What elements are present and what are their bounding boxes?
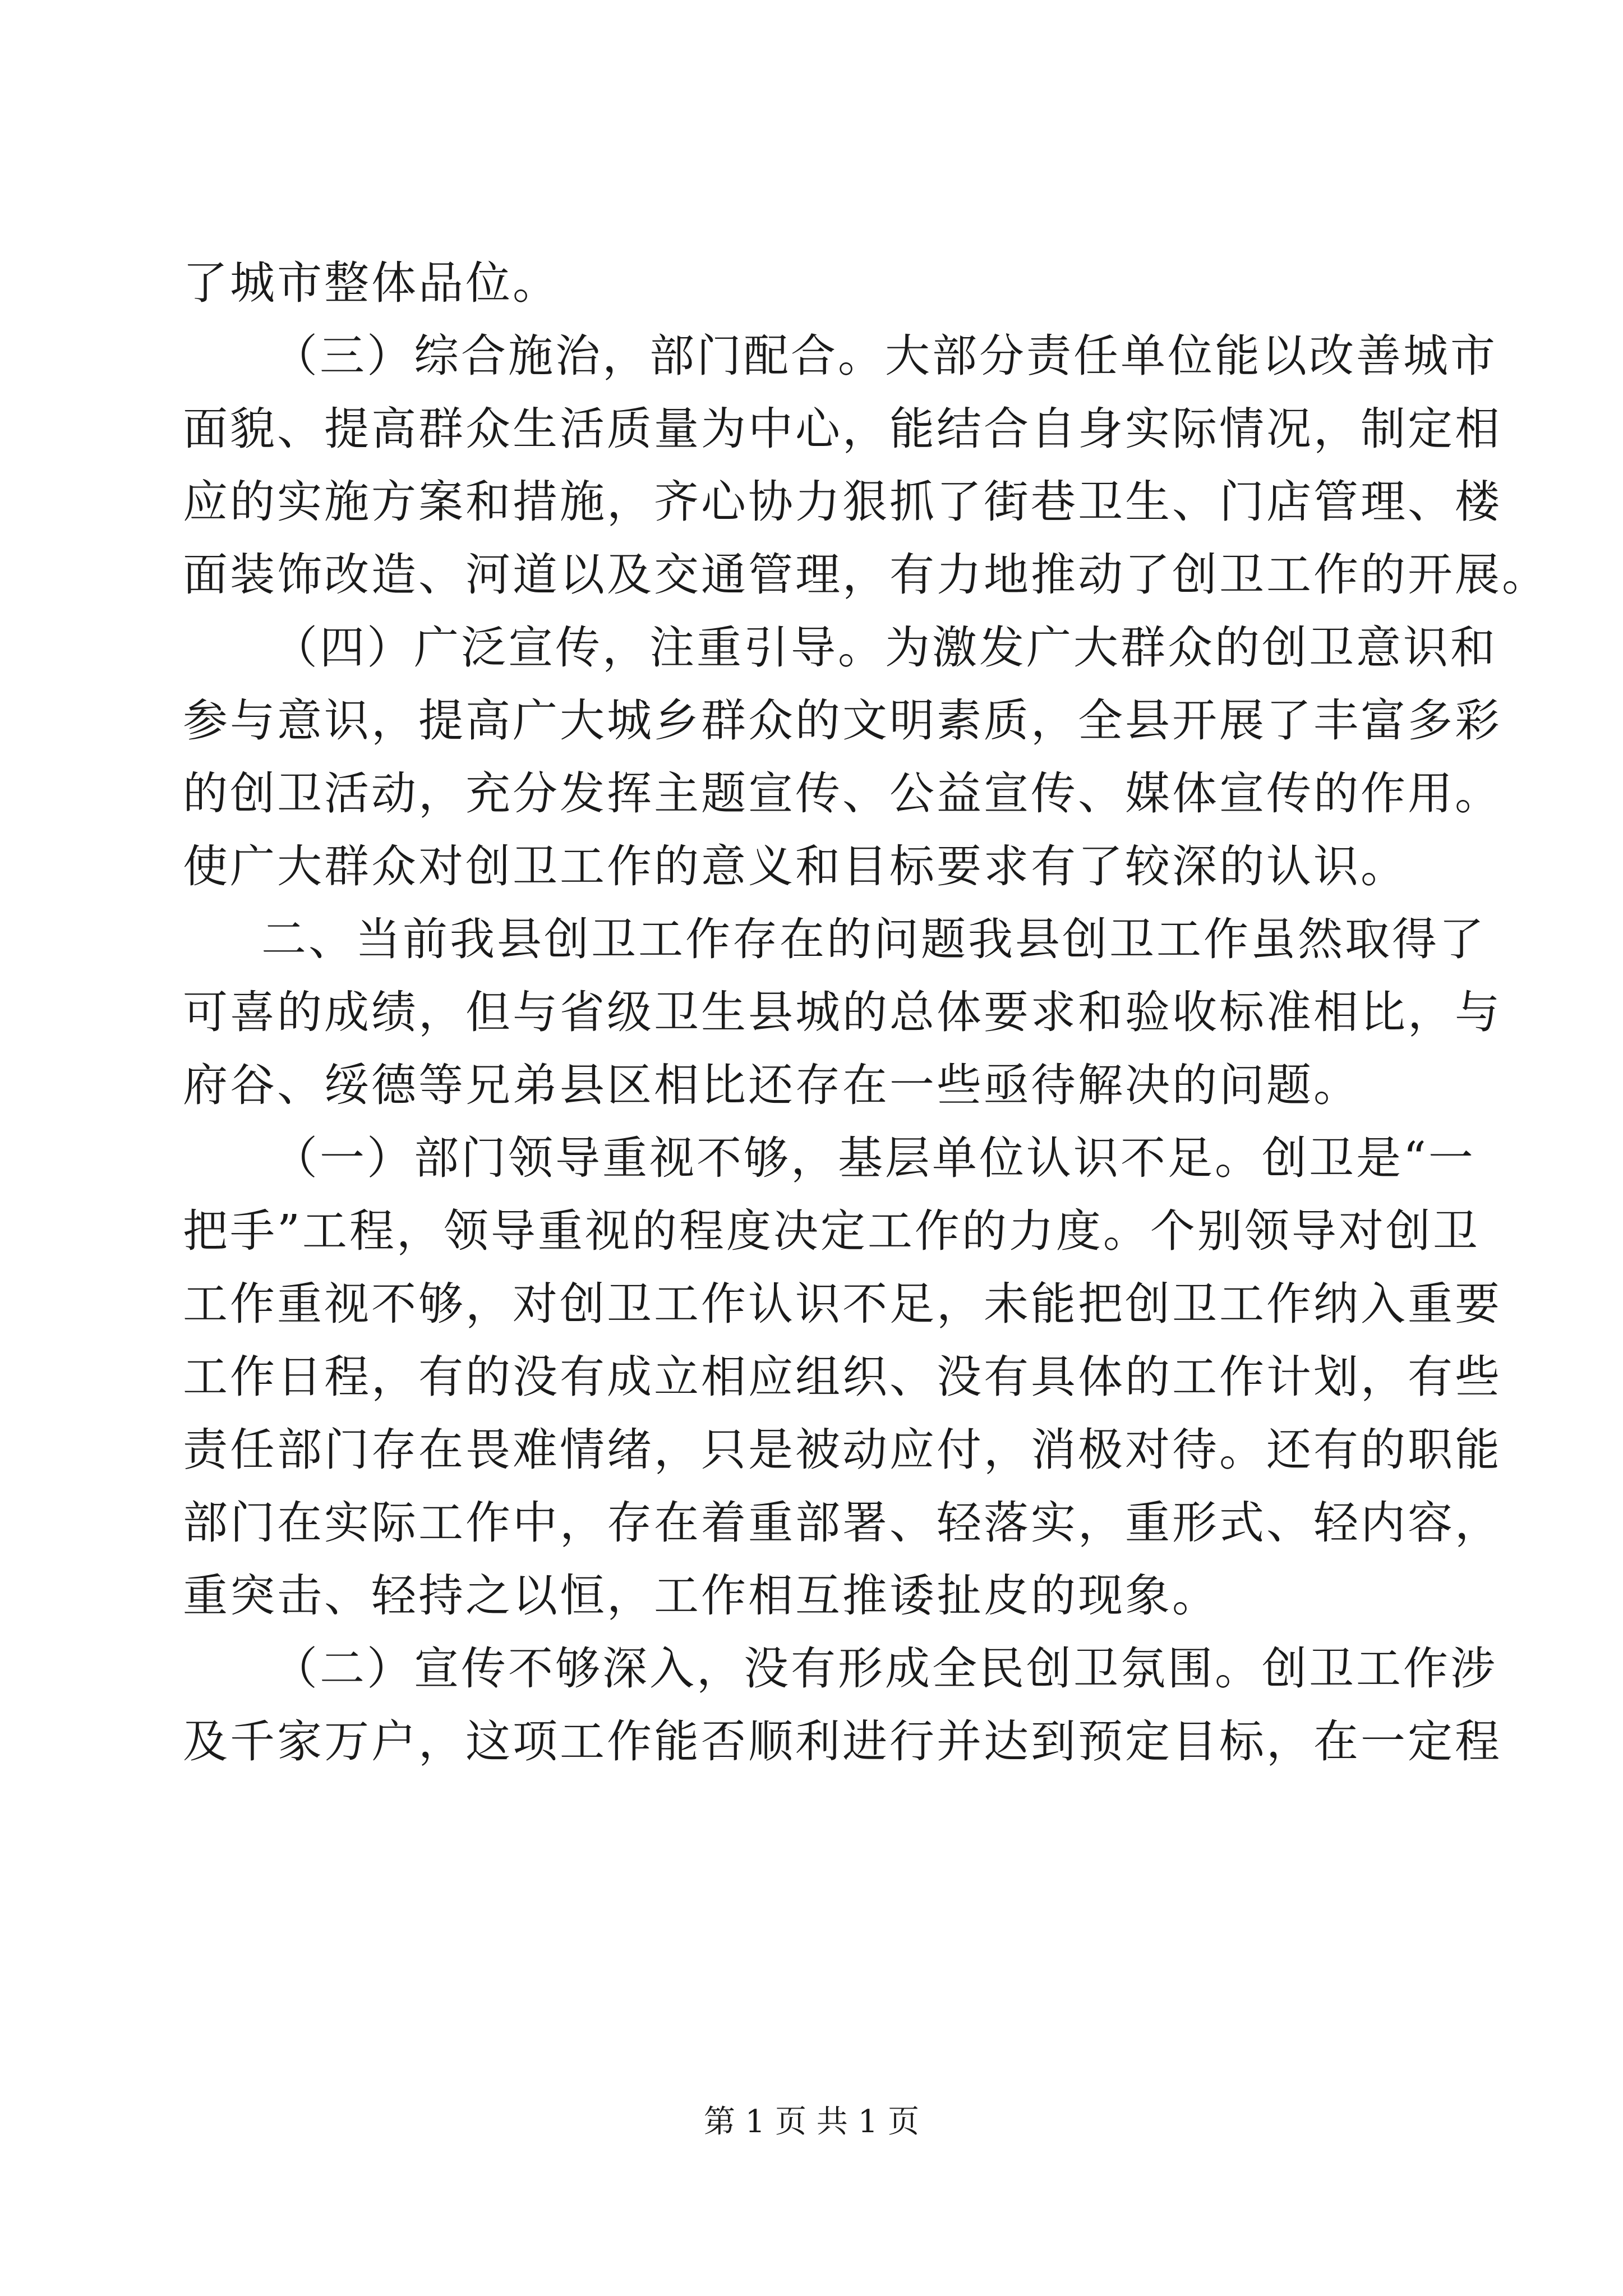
text-line: 使广大群众对创卫工作的意义和目标要求有了较深的认识。 [183,840,1408,892]
text-line: 把手”工程，领导重视的程度决定工作的力度。个别领导对创卫 [183,1205,1480,1257]
page-footer: 第 1 页 共 1 页 [703,2104,920,2140]
text-line: 参与意识，提高广大城乡群众的文明素质，全县开展了丰富多彩 [183,694,1502,747]
text-line: 工作日程，有的没有成立相应组织、没有具体的工作计划，有些 [183,1351,1502,1403]
text-line: （三）综合施治，部门配合。大部分责任单位能以改善城市 [273,330,1497,382]
text-line: 了城市整体品位。 [183,257,560,309]
text-line: 责任部门存在畏难情绪，只是被动应付，消极对待。还有的职能 [183,1424,1502,1476]
text-line: （一）部门领导重视不够，基层单位认识不足。创卫是“一 [273,1132,1476,1184]
text-line: 二、当前我县创卫工作存在的问题我县创卫工作虽然取得了 [261,913,1486,965]
text-line: （二）宣传不够深入，没有形成全民创卫氛围。创卫工作涉 [273,1642,1497,1695]
body-text [183,247,1549,1778]
text-line: 部门在实际工作中，存在着重部署、轻落实，重形式、轻内容， [183,1497,1502,1549]
text-line: 府谷、绥德等兄弟县区相比还存在一些亟待解决的问题。 [183,1059,1361,1111]
text-line: 的创卫活动，充分发挥主题宣传、公益宣传、媒体宣传的作用。 [183,767,1502,820]
text-line: 工作重视不够，对创卫工作认识不足，未能把创卫工作纳入重要 [183,1278,1502,1330]
text-line: （四）广泛宣传，注重引导。为激发广大群众的创卫意识和 [273,622,1497,674]
text-line: 可喜的成绩，但与省级卫生县城的总体要求和验收标准相比，与 [183,986,1502,1038]
text-line: 应的实施方案和措施，齐心协力狠抓了街巷卫生、门店管理、楼 [183,476,1502,528]
text-line: 重突击、轻持之以恒，工作相互推诿扯皮的现象。 [183,1570,1219,1622]
text-line: 面装饰改造、河道以及交通管理，有力地推动了创卫工作的开展。 [183,549,1549,601]
text-line: 面貌、提高群众生活质量为中心，能结合自身实际情况，制定相 [183,403,1502,455]
text-line: 及千家万户，这项工作能否顺利进行并达到预定目标，在一定程 [183,1715,1502,1768]
